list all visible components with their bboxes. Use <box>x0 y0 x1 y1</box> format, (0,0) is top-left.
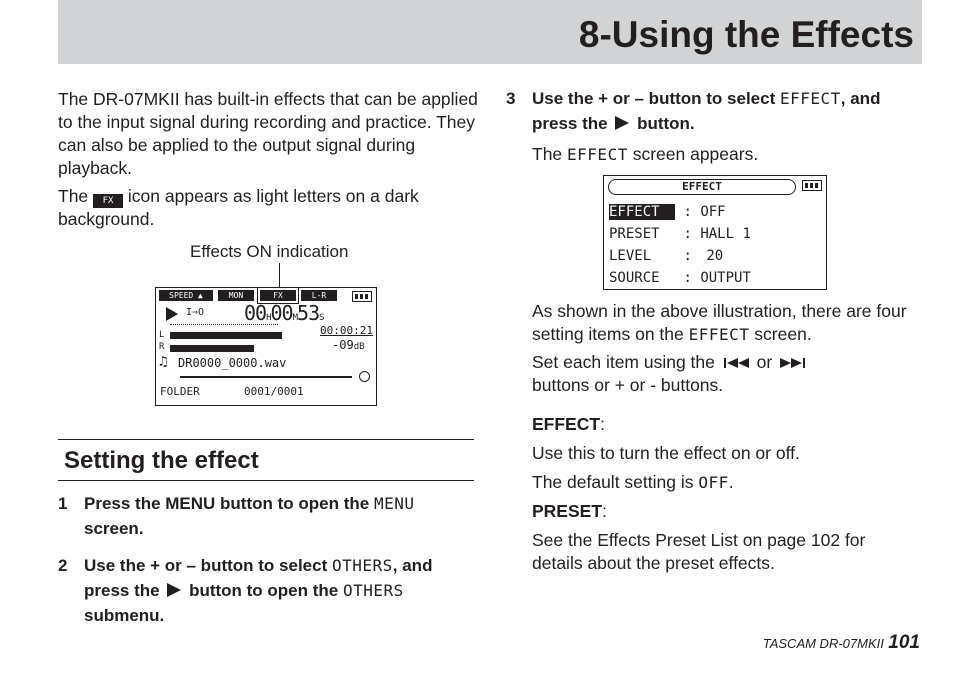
playback-progress <box>180 376 352 378</box>
channel-r-label: R <box>159 342 165 352</box>
default-off-term: OFF <box>698 473 729 492</box>
step-3-text-a: Use the + or – button to select <box>532 89 776 108</box>
caption-pointer-line <box>279 263 280 287</box>
tab-mon: MON <box>218 290 254 301</box>
battery-icon <box>352 291 372 302</box>
play-icon <box>166 307 178 321</box>
step-1 <box>58 491 478 541</box>
step-3-text-c: button. <box>637 114 695 133</box>
preset-item-colon: : <box>602 501 607 521</box>
meter-scale <box>170 324 278 326</box>
level-row-label: LEVEL <box>609 248 652 264</box>
preset-row-value: HALL 1 <box>700 226 751 242</box>
buttons-or: or <box>756 352 773 372</box>
explanation-text-end: screen. <box>754 324 812 344</box>
folder-label: FOLDER <box>160 385 200 398</box>
step-3 <box>506 86 926 136</box>
preset-item-label: PRESET <box>532 501 603 521</box>
effect-row <box>609 204 726 220</box>
explanation-paragraph <box>532 300 922 346</box>
default-after: . <box>728 472 734 492</box>
title-bar <box>58 0 922 64</box>
meter-l <box>170 332 282 339</box>
step-2-text-b: , and press the <box>84 556 433 600</box>
footer-brand: TASCAM DR-07MKII <box>762 636 884 651</box>
filename: DR0000_0000.wav <box>178 356 287 370</box>
effect-row-value: OFF <box>700 204 726 220</box>
section-title: Setting the effect <box>64 447 259 474</box>
level-unit: dB <box>353 342 365 352</box>
intro-paragraph <box>58 88 478 180</box>
time-hours-unit: H <box>266 313 271 323</box>
time-minutes: 00 <box>270 301 293 325</box>
result-effect-term: EFFECT <box>567 145 628 164</box>
time-minutes-unit: M <box>292 313 298 323</box>
level-row-value: 20 <box>706 248 724 264</box>
time-hours: 00 <box>244 301 267 325</box>
play-button-icon <box>615 116 629 130</box>
page-number: 101 <box>888 632 920 653</box>
skip-back-icon <box>720 356 752 370</box>
explanation-text: As shown in the above illustration, there are four setting items on the <box>532 301 907 344</box>
effect-row-sep: : <box>683 204 692 220</box>
recorder-display <box>155 287 377 406</box>
tab-l-r: L-R <box>301 290 337 301</box>
effect-item-label: EFFECT <box>532 414 601 434</box>
play-button-icon <box>167 583 181 597</box>
level-row <box>609 248 723 264</box>
effect-screen <box>603 175 827 290</box>
music-note-icon: ♫ <box>159 354 168 370</box>
step-2 <box>58 553 478 628</box>
meter-r <box>170 345 254 352</box>
result-before: The <box>532 144 563 164</box>
step-1-text-a: Press the MENU button to open the <box>84 494 370 513</box>
buttons-text-b: buttons or + or - buttons. <box>532 375 724 395</box>
section-bottom-rule <box>58 480 474 481</box>
preset-item-desc: See the Effects Preset List on page 102 for details about the preset effects. <box>532 530 866 573</box>
battery-icon <box>802 180 822 191</box>
source-row-label: SOURCE <box>609 270 660 286</box>
effect-screen-header: EFFECT <box>608 179 796 195</box>
time-seconds: 53 <box>297 301 320 325</box>
result-after: screen appears. <box>632 144 759 164</box>
source-row-value: OUTPUT <box>700 270 751 286</box>
default-before: The default setting is <box>532 472 694 492</box>
step-3-number: 3 <box>506 89 516 108</box>
effect-row-label: EFFECT <box>609 204 675 220</box>
level-value: -09 <box>332 338 354 352</box>
source-row <box>609 270 751 286</box>
fx-icon-paragraph <box>58 185 478 231</box>
effect-item-colon: : <box>600 414 605 434</box>
section-top-rule <box>58 439 474 440</box>
step-1-menu-term: MENU <box>373 494 415 513</box>
tab-fx: FX <box>260 290 296 301</box>
remaining-time: 00:00:21 <box>320 324 373 337</box>
level-row-sep: : <box>683 248 692 264</box>
time-seconds-unit: S <box>319 313 324 323</box>
step-2-number: 2 <box>58 556 68 575</box>
buttons-text-a: Set each item using the <box>532 352 715 372</box>
fx-icon: FX <box>93 194 123 208</box>
effect-item-default <box>532 471 734 494</box>
file-counter: 0001/0001 <box>244 385 304 398</box>
page-footer <box>763 632 920 654</box>
headphone-icon <box>359 371 370 382</box>
intro-text: The DR-07MKII has built-in effects that can be applied to the input signal during recording and practice. They can also be applied to the output signal during playback. <box>58 89 478 178</box>
effect-item-desc: Use this to turn the effect on or off. <box>532 443 800 463</box>
step-2-others-term-2: OTHERS <box>342 581 404 600</box>
level-readout <box>332 338 365 352</box>
step-3-result <box>532 143 758 166</box>
buttons-paragraph <box>532 351 922 397</box>
step-1-text-b: screen. <box>84 519 144 538</box>
step-3-effect-term: EFFECT <box>779 89 841 108</box>
step-2-text-d: submenu. <box>84 606 165 625</box>
preset-row <box>609 226 751 242</box>
figure1-caption: Effects ON indication <box>190 242 349 261</box>
page-title: 8-Using the Effects <box>578 14 914 55</box>
step-2-text-a: Use the + or – button to select <box>84 556 328 575</box>
step-1-number: 1 <box>58 494 68 513</box>
play-mode: I⇒O <box>186 307 205 318</box>
source-row-sep: : <box>683 270 692 286</box>
step-3-text-b: , and press the <box>532 89 881 133</box>
preset-row-label: PRESET <box>609 226 660 242</box>
channel-l-label: L <box>159 330 165 340</box>
explanation-effect-term: EFFECT <box>688 325 750 344</box>
effect-item-heading <box>532 413 605 436</box>
tab-speed: SPEED ▲ <box>159 290 213 301</box>
preset-item-heading <box>532 500 607 523</box>
preset-row-sep: : <box>683 226 692 242</box>
time-counter <box>244 301 324 325</box>
fx-para-before: The <box>58 186 89 206</box>
skip-forward-icon <box>777 356 809 370</box>
step-2-text-c: button to open the <box>189 581 339 600</box>
tab-speed-label: SPEED <box>169 291 194 300</box>
step-2-others-term: OTHERS <box>331 556 393 575</box>
fx-para-after: icon appears as light letters on a dark background. <box>58 186 419 229</box>
